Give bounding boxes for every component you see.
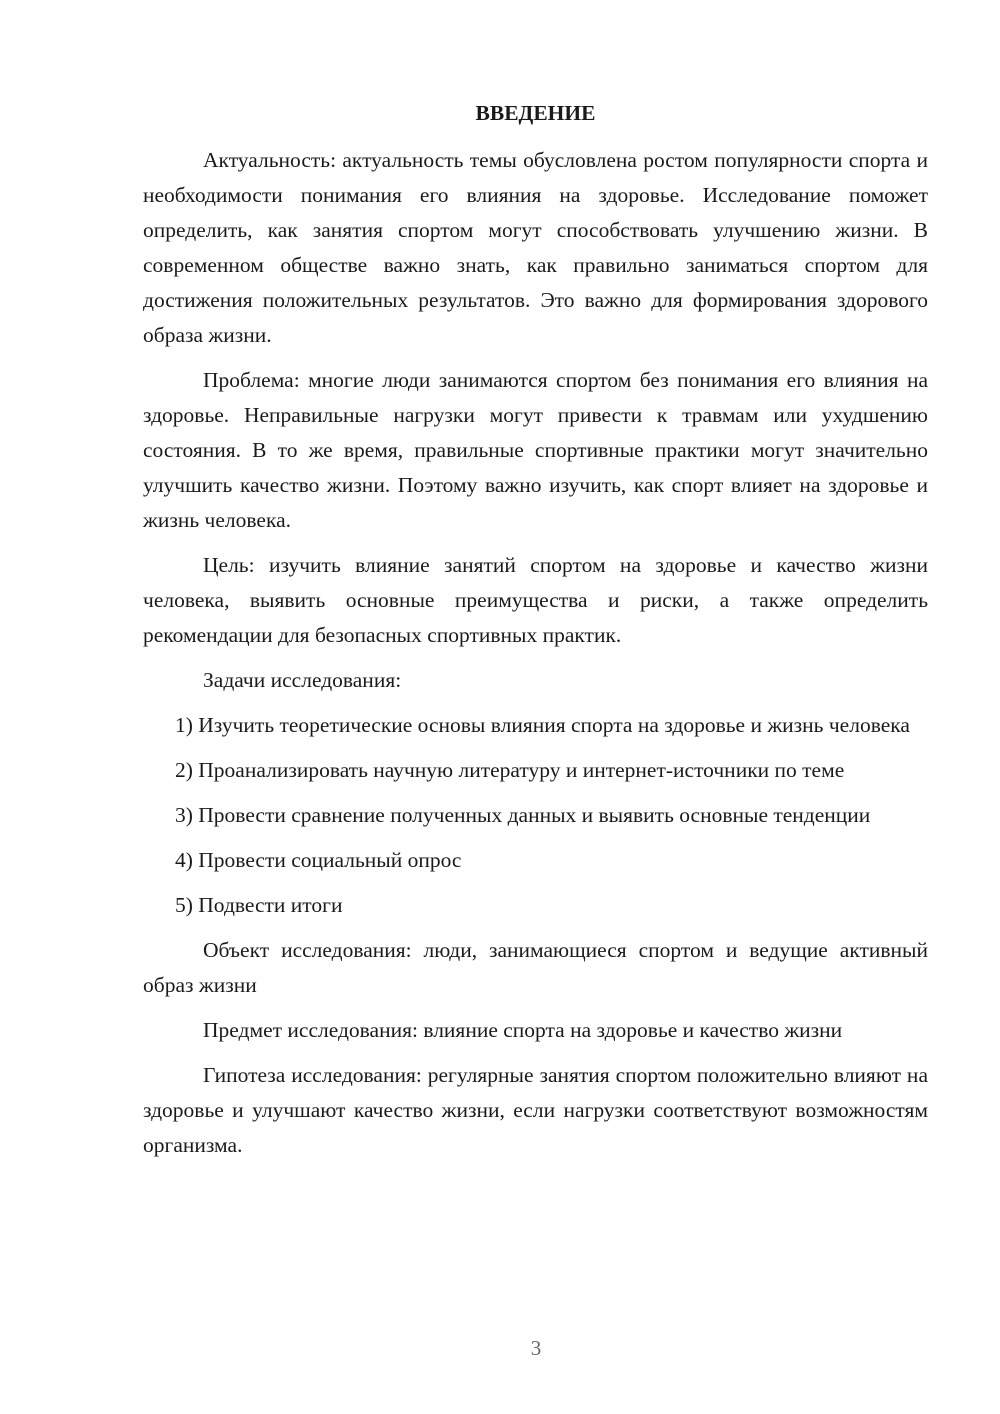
task-item: 1) Изучить теоретические основы влияния спорта на здоровье и жизнь человека [175, 713, 910, 737]
page-title: ВВЕДЕНИЕ [475, 101, 596, 125]
tasks-heading: Задачи исследования: [203, 668, 402, 692]
object-paragraph: Объект исследования: люди, занимающиеся спортом и ведущие активный образ жизни [143, 938, 928, 997]
problem-paragraph: Проблема: многие люди занимаются спортом без понимания его влияния на здоровье. Неправильные нагрузки могут привести к травмам или ухудшению состояния. В то же время, правильные спортивные практики могут значительно улучшить качество жизни. Поэтому важно изучить, как спорт влияет на здоровье и жизнь человека. [143, 368, 928, 532]
task-item: 5) Подвести итоги [175, 893, 343, 917]
task-item: 2) Проанализировать научную литературу и интернет-источники по теме [175, 758, 845, 782]
task-item: 4) Провести социальный опрос [175, 848, 462, 872]
hypothesis-paragraph: Гипотеза исследования: регулярные занятия спортом положительно влияют на здоровье и улучшают качество жизни, если нагрузки соответствуют возможностям организма. [143, 1063, 928, 1157]
relevance-paragraph: Актуальность: актуальность темы обусловлена ростом популярности спорта и необходимости понимания его влияния на здоровье. Исследование поможет определить, как занятия спортом могут способствовать улучшению жизни. В современном обществе важно знать, как правильно заниматься спортом для достижения положительных результатов. Это важно для формирования здорового образа жизни. [143, 148, 928, 347]
page-content [143, 96, 928, 1173]
subject-paragraph: Предмет исследования: влияние спорта на здоровье и качество жизни [203, 1018, 843, 1042]
goal-paragraph: Цель: изучить влияние занятий спортом на здоровье и качество жизни человека, выявить основные преимущества и риски, а также определить рекомендации для безопасных спортивных практик. [143, 553, 928, 647]
page-number: 3 [530, 1336, 542, 1360]
task-item: 3) Провести сравнение полученных данных и выявить основные тенденции [175, 803, 871, 827]
